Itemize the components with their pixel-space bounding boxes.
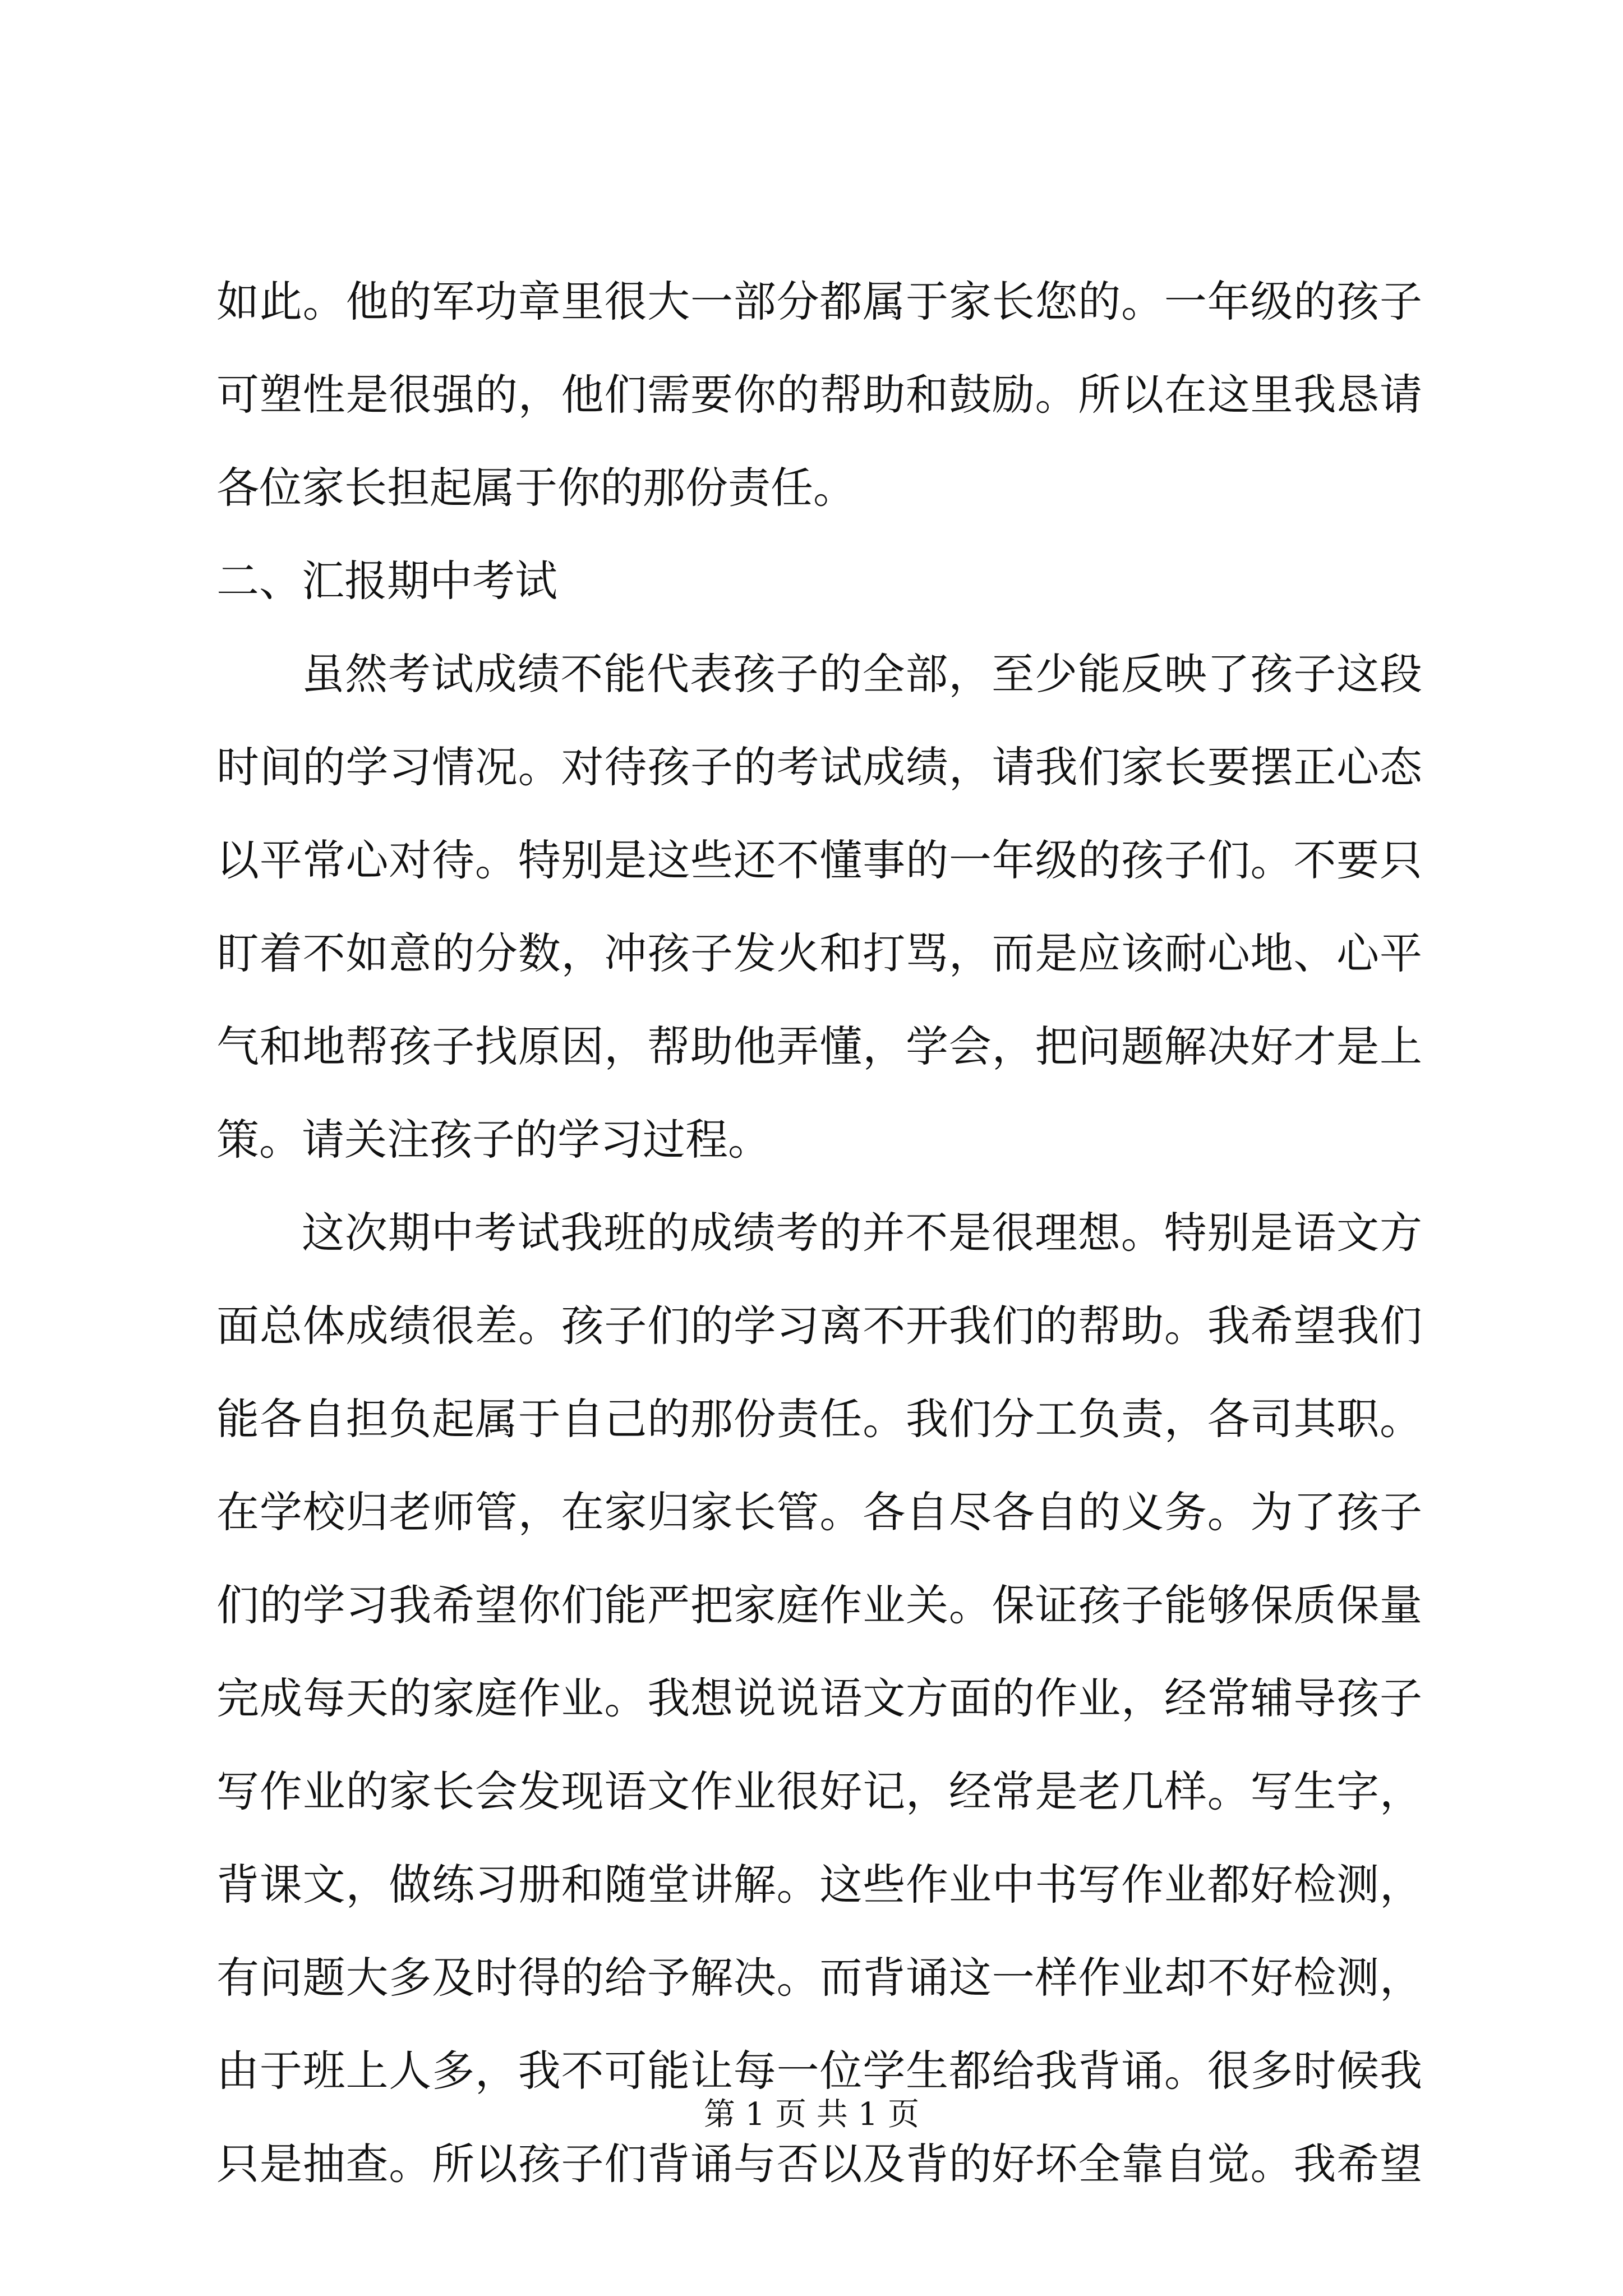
text-line: 们的学习我希望你们能严把家庭作业关。保证孩子能够保质保量	[216, 1580, 1422, 1630]
text-line: 只是抽查。所以孩子们背诵与否以及背的好坏全靠自觉。我希望	[216, 2139, 1422, 2189]
text-line: 各位家长担起属于你的那份责任。	[216, 463, 856, 513]
document-body	[216, 255, 1422, 2211]
section-heading: 二、汇报期中考试	[216, 556, 557, 606]
text-line: 如此。他的军功章里很大一部分都属于家长您的。一年级的孩子	[216, 277, 1422, 326]
text-line: 虽然考试成绩不能代表孩子的全部，至少能反映了孩子这段	[302, 649, 1422, 699]
page-number-label: 第 1 页 共 1 页	[703, 2096, 920, 2133]
page-footer	[0, 2095, 1623, 2134]
text-line: 完成每天的家庭作业。我想说说语文方面的作业，经常辅导孩子	[216, 1673, 1422, 1723]
text-line: 面总体成绩很差。孩子们的学习离不开我们的帮助。我希望我们	[216, 1301, 1422, 1351]
text-line: 背课文，做练习册和随堂讲解。这些作业中书写作业都好检测，	[216, 1860, 1422, 1910]
text-line: 时间的学习情况。对待孩子的考试成绩，请我们家长要摆正心态	[216, 742, 1422, 792]
text-line: 在学校归老师管，在家归家长管。各自尽各自的义务。为了孩子	[216, 1487, 1422, 1537]
text-line: 能各自担负起属于自己的那份责任。我们分工负责，各司其职。	[216, 1394, 1422, 1444]
text-line: 可塑性是很强的，他们需要你的帮助和鼓励。所以在这里我恳请	[216, 370, 1422, 420]
text-line: 写作业的家长会发现语文作业很好记，经常是老几样。写生字，	[216, 1766, 1422, 1816]
text-line: 由于班上人多，我不可能让每一位学生都给我背诵。很多时候我	[216, 2046, 1422, 2096]
text-line: 这次期中考试我班的成绩考的并不是很理想。特别是语文方	[302, 1208, 1422, 1258]
text-line: 策。请关注孩子的学习过程。	[216, 1115, 771, 1165]
text-line: 盯着不如意的分数，冲孩子发火和打骂，而是应该耐心地、心平	[216, 928, 1422, 978]
text-line: 以平常心对待。特别是这些还不懂事的一年级的孩子们。不要只	[216, 835, 1422, 885]
text-line: 气和地帮孩子找原因，帮助他弄懂，学会，把问题解决好才是上	[216, 1022, 1422, 1071]
text-line: 有问题大多及时得的给予解决。而背诵这一样作业却不好检测，	[216, 1953, 1422, 2003]
